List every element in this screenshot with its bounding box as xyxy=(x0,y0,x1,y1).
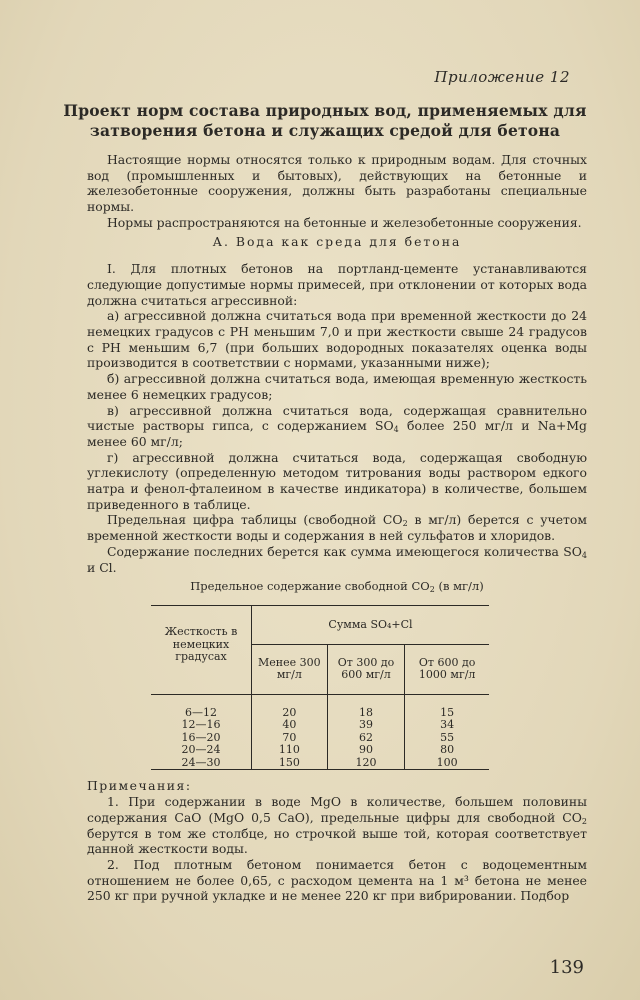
column-header-sum: Сумма SO₄+Cl xyxy=(252,605,490,644)
table-cell: 70 xyxy=(252,732,328,745)
table-row xyxy=(151,694,489,719)
item-b: б) агрессивной должна считаться вода, имеющая временную жесткость менее 6 немецких градусов; xyxy=(87,371,587,402)
table-cell: 12—16 xyxy=(181,718,221,732)
note-1-post: берутся в том же столбце, но строчкой выше той, которая соответствует данной жесткости воды. xyxy=(87,825,587,857)
item-g: г) агрессивной должна считаться вода, содержащая свободную углекислоту (определенную методом титрования воды раствором едкого натра и фенол-фталеином в качестве индикатора) в количестве, большем приведенного в таблице. xyxy=(87,449,587,512)
appendix-label: Приложение 12 xyxy=(434,68,570,86)
table-cell: 55 xyxy=(405,732,489,745)
table-cell: 20 xyxy=(252,694,328,719)
table-cell: 24—30 xyxy=(151,757,252,770)
item-v-post: более 250 мг/л и Na+Mg менее 60 мг/л; xyxy=(87,418,587,449)
table-cell: 90 xyxy=(327,744,405,757)
page-number: 139 xyxy=(549,957,584,978)
item-v-sub: 4 xyxy=(393,425,399,435)
content-pre: Содержание последних берется как сумма имеющегося количества SO xyxy=(107,543,582,559)
table-caption-pre: Предельное содержание свободной CO xyxy=(190,579,430,594)
table-cell: 20—24 xyxy=(181,743,221,757)
table-cell: 18 xyxy=(327,694,405,719)
limit-paragraph xyxy=(87,512,587,543)
note-1-pre: 1. При содержании в воде MgO в количестве, большем половины содержания CaO (MgO 0,5 CaO), предельные цифры для свободной CO xyxy=(87,794,587,825)
clause-1: I. Для плотных бетонов на портланд-цементе устанавливаются следующие допустимые нормы примесей, при отклонении от которых вода должна считаться агрессивной: xyxy=(87,261,587,308)
table-cell: 62 xyxy=(327,732,405,745)
document-body xyxy=(87,152,587,904)
table-caption-post: (в мг/л) xyxy=(434,579,484,594)
table-cell: 150 xyxy=(252,757,328,770)
table-row xyxy=(151,757,489,770)
item-v xyxy=(87,403,587,450)
note-1-sub: 2 xyxy=(581,816,587,826)
table-cell: 16—20 xyxy=(181,730,221,744)
column-header-hardness: Жесткость в немецких градусах xyxy=(151,605,252,694)
note-2: 2. Под плотным бетоном понимается бетон с водоцементным отношением не более 0,65, с расходом цемента на 1 м³ бетона не менее 250 кг при ручной укладке и не менее 220 кг при вибрировании. Подбор xyxy=(87,857,587,904)
item-a: а) агрессивной должна считаться вода при временной жесткости до 24 немецких градусов с PH меньшим 7,0 и при жесткости свыше 24 градусов с PH меньшим 6,7 (при больших водородных показателях оценка воды производится в соответствии с нормами, указанными ниже); xyxy=(87,308,587,371)
content-post: и Cl. xyxy=(87,559,117,575)
note-1 xyxy=(87,794,587,857)
table-cell: 80 xyxy=(405,744,489,757)
subcolumn-header-3: От 600 до 1000 мг/л xyxy=(405,644,489,694)
limit-sub: 2 xyxy=(402,519,408,529)
notes-heading: Примечания: xyxy=(87,778,192,794)
table-caption xyxy=(87,579,587,595)
intro-paragraph-2: Нормы распространяются на бетонные и железобетонные сооружения. xyxy=(107,214,582,230)
co2-limits-table xyxy=(151,605,489,771)
intro-paragraph-1: Настоящие нормы относятся только к природным водам. Для сточных вод (промышленных и бытовых), действующих на бетонные и железобетонные сооружения, должны быть разработаны специальные нормы. xyxy=(87,152,587,215)
table-cell: 110 xyxy=(252,744,328,757)
item-v-pre: в) агрессивной должна считаться вода, содержащая сравнительно чистые растворы гипса, с содержанием SO xyxy=(87,402,587,434)
limit-post: в мг/л) берется с учетом временной жесткости воды и содержания в ней сульфатов и хлоридов. xyxy=(87,512,587,544)
table-cell: 100 xyxy=(405,757,489,770)
content-sub: 4 xyxy=(581,550,587,560)
subcolumn-header-1: Менее 300 мг/л xyxy=(252,644,328,694)
limit-pre: Предельная цифра таблицы (свободной CO xyxy=(107,512,403,528)
content-paragraph xyxy=(87,544,587,575)
document-title: Проект норм состава природных вод, применяемых для затворения бетона и служащих средой для бетона xyxy=(63,101,587,140)
table-cell: 34 xyxy=(405,719,489,732)
table-caption-sub: 2 xyxy=(429,585,435,595)
table-cell: 39 xyxy=(327,719,405,732)
table-cell: 120 xyxy=(327,757,405,770)
table-cell: 40 xyxy=(252,719,328,732)
table-cell: 6—12 xyxy=(151,694,252,719)
section-heading-a: А. Вода как среда для бетона xyxy=(212,233,462,249)
table-cell: 15 xyxy=(405,694,489,719)
subcolumn-header-2: От 300 до 600 мг/л xyxy=(327,644,405,694)
